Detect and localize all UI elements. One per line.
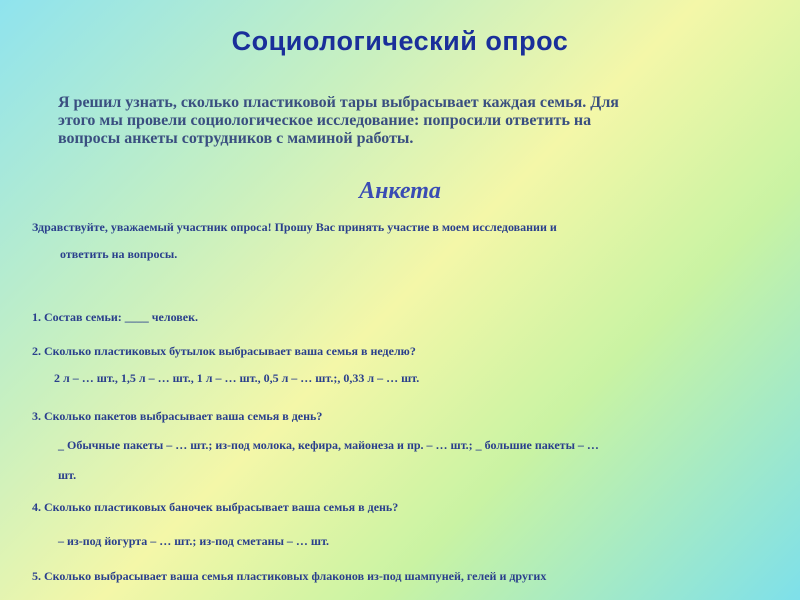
anketa-heading: Анкета [359,178,441,204]
question-4: 4. Сколько пластиковых баночек выбрасывает ваша семья в день? [32,500,399,514]
question-1: 1. Состав семьи: ____ человек. [32,310,198,324]
intro-line-3: вопросы анкеты сотрудников с маминой работы. [58,130,414,147]
intro-line-2: этого мы провели социологическое исследование: попросили ответить на [58,112,592,129]
question-3-options-line-2: шт. [58,468,77,482]
question-5: 5. Сколько выбрасывает ваша семья пластиковых флаконов из-под шампуней, гелей и других [32,569,547,583]
greeting-line-2: ответить на вопросы. [60,247,178,261]
greeting-line-1: Здравствуйте, уважаемый участник опроса! Прошу Вас принять участие в моем исследовании и [32,220,557,234]
question-2-options: 2 л – … шт., 1,5 л – … шт., 1 л – … шт., 0,5 л – … шт.;, 0,33 л – … шт. [54,371,420,385]
intro-line-1: Я решил узнать, сколько пластиковой тары выбрасывает каждая семья. Для [58,94,619,111]
question-3: 3. Сколько пакетов выбрасывает ваша семья в день? [32,409,323,423]
intro-paragraph [58,94,778,148]
question-2: 2. Сколько пластиковых бутылок выбрасывает ваша семья в неделю? [32,344,416,358]
question-4-options: – из-под йогурта – … шт.; из-под сметаны – … шт. [58,534,330,548]
slide-title: Социологический опрос [231,26,569,56]
question-3-options-line-1: _ Обычные пакеты – … шт.; из-под молока, кефира, майонеза и пр. – … шт.; _ большие пакеты – … [58,438,599,452]
